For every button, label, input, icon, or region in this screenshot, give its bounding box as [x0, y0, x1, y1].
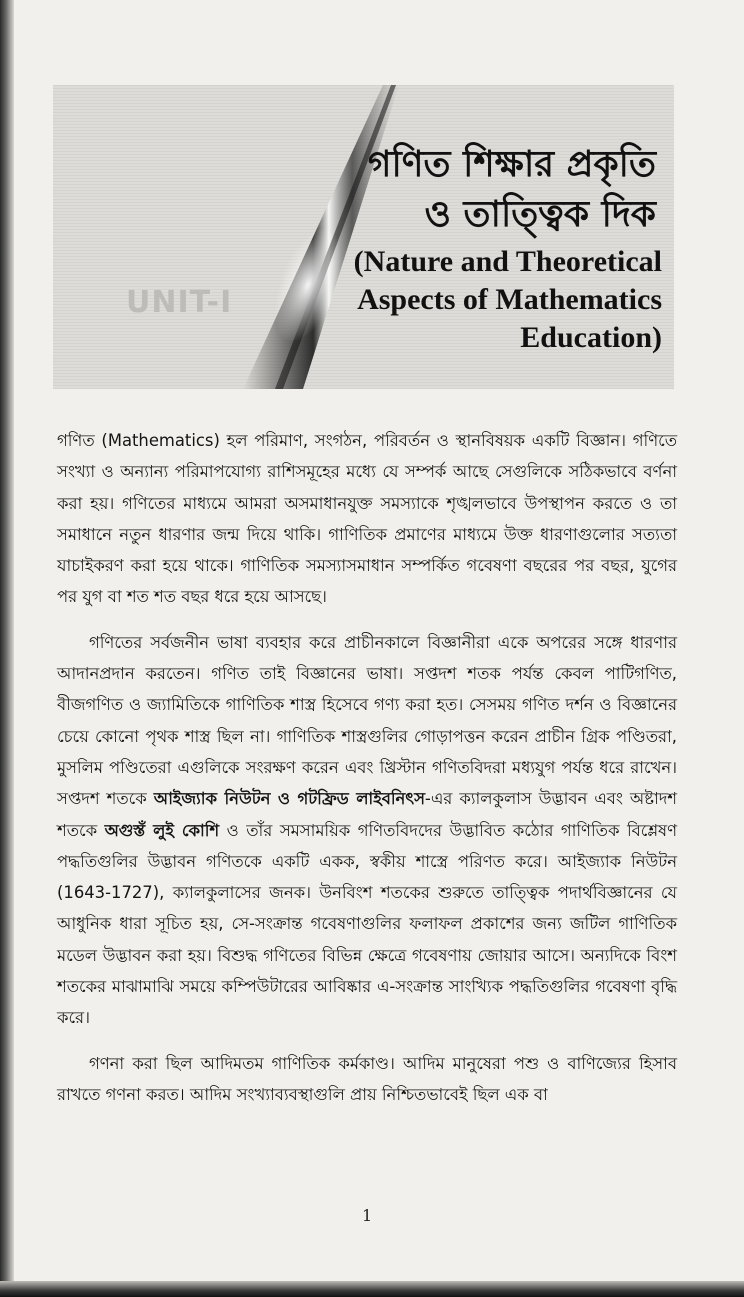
- page-number: 1: [362, 1206, 373, 1225]
- bold-newton-leibniz: আইজ্যাক নিউটন ও গটফ্রিড লাইবনিৎস: [153, 789, 425, 809]
- paragraph-2-part-a: গণিতের সর্বজনীন ভাষা ব্যবহার করে প্রাচীনকালে বিজ্ঞানীরা একে অপরের সঙ্গে ধারণার আদানপ্রদান করতেন। গণিত তাই বিজ্ঞানের ভাষা। সপ্তদশ শতক পর্যন্ত কেবল পাটিগণিত, বীজগণিত ও জ্যামিতিকে গাণিতিক শাস্ত্র হিসেবে গণ্য করা হত। সেসময় গণিত দর্শন ও বিজ্ঞানের চেয়ে কোনো পৃথক শাস্ত্র ছিল না। গাণিতিক শাস্ত্রগুলির গোড়াপত্তন করেন প্রাচীন গ্রিক পণ্ডিতরা, মুসলিম পণ্ডিতেরা এগুলিকে সংরক্ষণ করেন এবং খ্রিস্টান গণিতবিদরা মধ্যযুগ পর্যন্ত ধরে রাখেন। সপ্তদশ শতকে: [57, 632, 677, 809]
- body-text: [57, 425, 677, 1110]
- book-spine-shadow: [0, 0, 14, 1297]
- chapter-title-bengali-line2: ও তাত্ত্বিক দিক: [424, 194, 656, 235]
- paragraph-1: গণিত (Mathematics) হল পরিমাণ, সংগঠন, পরিবর্তন ও স্থানবিষয়ক একটি বিজ্ঞান। গণিতে সংখ্যা ও অন্যান্য পরিমাপযোগ্য রাশিসমূহের মধ্যে যে সম্পর্ক আছে সেগুলিকে সঠিকভাবে বর্ণনা করা হয়। গণিতের মাধ্যমে আমরা অসমাধানযুক্ত সমস্যাকে শৃঙ্খলভাবে উপস্থাপন করতে ও তা সমাধানে নতুন ধারণার জন্ম দিয়ে থাকি। গাণিতিক প্রমাণের মাধ্যমে উক্ত ধারণাগুলোর সত্যতা যাচাইকরণ করা হয়ে থাকে। গাণিতিক সমস্যাসমাধান সম্পর্কিত গবেষণা বছরের পর বছর, যুগের পর যুগ বা শত শত বছর ধরে হয়ে আসছে।: [57, 431, 677, 607]
- chapter-title-english-line3: Education): [520, 321, 662, 354]
- page-bottom-edge: [0, 1281, 744, 1297]
- chapter-banner: [53, 85, 674, 389]
- paragraph-3: গণনা করা ছিল আদিমতম গাণিতিক কর্মকাণ্ড। আদিম মানুষেরা পশু ও বাণিজ্যের হিসাব রাখতে গণনা করত। আদিম সংখ্যাব্যবস্থাগুলি প্রায় নিশ্চিতভাবেই ছিল এক বা: [57, 1053, 677, 1104]
- chapter-title-bengali-line1: গণিত শিক্ষার প্রকৃতি: [367, 144, 656, 185]
- unit-label: UNIT-I: [126, 285, 233, 320]
- bold-cauchy: অগুস্তঁ লুই কোশি: [104, 820, 220, 840]
- chapter-title-english-line1: (Nature and Theoretical: [353, 245, 662, 278]
- paragraph-2-part-d: ও তাঁর সমসাময়িক গণিতবিদদের উদ্ভাবিত কঠোর গাণিতিক বিশ্লেষণ পদ্ধতিগুলির উদ্ভাবন গণিতকে একটি একক, স্বকীয় শাস্ত্রে পরিণত করে। আইজ্যাক নিউটন (1643-1727), ক্যালকুলাসের জনক। উনবিংশ শতকের শুরুতে তাত্ত্বিক পদার্থবিজ্ঞানের যে আধুনিক ধারা সূচিত হয়, সে-সংক্রান্ত গবেষণাগুলির ফলাফল প্রকাশের জন্য জটিল গাণিতিক মডেল উদ্ভাবন করা হয়। বিশুদ্ধ গণিতের বিভিন্ন ক্ষেত্রে গবেষণায় জোয়ার আসে। অন্যদিকে বিংশ শতকের মাঝামাঝি সময়ে কম্পিউটারের আবিষ্কার এ-সংক্রান্ত সাংখ্যিক পদ্ধতিগুলির গবেষণা বৃদ্ধি করে।: [57, 820, 677, 1028]
- chapter-title-english-line2: Aspects of Mathematics: [357, 283, 662, 316]
- paragraph-2: [57, 627, 677, 1034]
- paragraph-2-part-c: -এর ক্যালকুলাস উদ্ভাবন এবং অষ্টাদশ শতকে: [57, 789, 678, 840]
